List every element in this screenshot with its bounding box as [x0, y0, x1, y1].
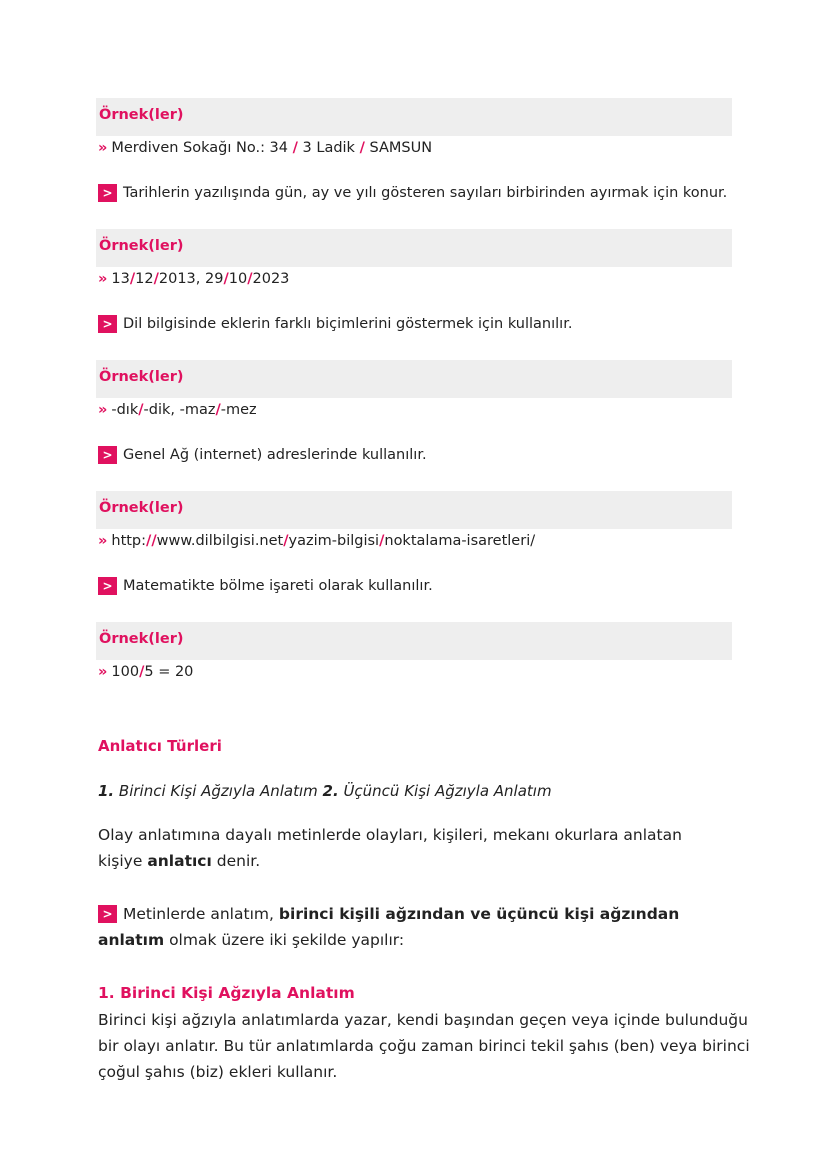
type-name: Birinci Kişi Ağzıyla Anlatım	[114, 782, 323, 800]
bullet-marker-icon: >	[98, 905, 117, 923]
bullet-marker-icon: >	[98, 184, 117, 202]
bullet-marker-icon: >	[98, 315, 117, 333]
slash-mark: /	[153, 271, 159, 287]
example-label: Örnek(ler)	[99, 369, 184, 385]
example-text: http:	[111, 533, 147, 549]
quote-marker: »	[98, 271, 108, 287]
example-band-2	[96, 229, 732, 267]
paragraph-line: çoğul şahıs (biz) ekleri kullanır.	[98, 1063, 338, 1081]
bullet-2	[98, 315, 572, 333]
slash-mark: /	[283, 533, 289, 549]
slash-mark: /	[359, 140, 365, 156]
narrator-types-line	[98, 782, 552, 800]
subsection-title: 1. Birinci Kişi Ağzıyla Anlatım	[98, 984, 355, 1002]
example-label: Örnek(ler)	[99, 500, 184, 516]
example-band-4	[96, 491, 732, 529]
text: olmak üzere iki şekilde yapılır:	[164, 931, 405, 949]
bullet-3	[98, 446, 427, 464]
example-text: yazim-bilgisi	[288, 533, 380, 549]
type-number: 2.	[322, 782, 339, 800]
example-line-3	[98, 402, 257, 418]
bold-term: anlatım	[98, 931, 165, 949]
example-label: Örnek(ler)	[99, 238, 184, 254]
example-text: 2023	[252, 271, 290, 287]
paragraph-line: Olay anlatımına dayalı metinlerde olayları, kişileri, mekanı okurlara anlatan	[98, 826, 682, 844]
example-text: -dık	[111, 402, 139, 418]
bullet-4	[98, 577, 433, 595]
bullet-5	[98, 901, 679, 953]
example-text: SAMSUN	[364, 140, 433, 156]
bold-term: birinci kişili ağzından ve üçüncü kişi ağzından	[278, 905, 680, 923]
example-text: 5 = 20	[144, 664, 194, 680]
example-band-5	[96, 622, 732, 660]
quote-marker: »	[98, 402, 108, 418]
example-text: 3 Ladik	[297, 140, 360, 156]
slash-mark: /	[215, 402, 221, 418]
example-text: 10	[228, 271, 248, 287]
slash-mark: /	[379, 533, 385, 549]
slash-mark: /	[223, 271, 229, 287]
text: kişiye	[98, 852, 148, 870]
bold-term: anlatıcı	[147, 852, 212, 870]
example-label: Örnek(ler)	[99, 631, 184, 647]
bullet-text: Dil bilgisinde eklerin farklı biçimlerini göstermek için kullanılır.	[123, 316, 573, 332]
example-text: 13	[111, 271, 130, 287]
example-text: 2013, 29	[158, 271, 224, 287]
subsection-paragraph	[98, 1007, 750, 1085]
bullet-marker-icon: >	[98, 577, 117, 595]
section-title: Anlatıcı Türleri	[98, 737, 222, 755]
quote-marker: »	[98, 664, 108, 680]
example-text: -mez	[220, 402, 257, 418]
slash-mark: /	[292, 140, 298, 156]
bullet-1	[98, 184, 727, 202]
paragraph-line: Birinci kişi ağzıyla anlatımlarda yazar, kendi başından geçen veya içinde bulunduğu	[98, 1011, 748, 1029]
bullet-text: Genel Ağ (internet) adreslerinde kullanılır.	[123, 447, 427, 463]
intro-paragraph	[98, 822, 682, 874]
example-label: Örnek(ler)	[99, 107, 184, 123]
slash-mark: /	[138, 402, 144, 418]
example-text: 100	[111, 664, 140, 680]
bullet-marker-icon: >	[98, 446, 117, 464]
paragraph-line	[98, 848, 682, 874]
example-band-1	[96, 98, 732, 136]
quote-marker: »	[98, 533, 108, 549]
example-band-3	[96, 360, 732, 398]
slash-mark: /	[247, 271, 253, 287]
example-text: 12	[135, 271, 154, 287]
example-text: noktalama-isaretleri/	[384, 533, 536, 549]
paragraph-line	[98, 927, 679, 953]
example-text: Merdiven Sokağı No.: 34	[111, 140, 293, 156]
example-text: -dik, -maz	[143, 402, 216, 418]
example-line-4	[98, 533, 535, 549]
text: denir.	[211, 852, 261, 870]
bullet-text: Tarihlerin yazılışında gün, ay ve yılı gösteren sayıları birbirinden ayırmak için konur.	[123, 185, 728, 201]
slash-mark: /	[139, 664, 145, 680]
paragraph-line: bir olayı anlatır. Bu tür anlatımlarda çoğu zaman birinci tekil şahıs (ben) veya birinci	[98, 1037, 750, 1055]
paragraph-line	[98, 901, 679, 927]
type-name: Üçüncü Kişi Ağzıyla Anlatım	[338, 782, 552, 800]
text: Metinlerde anlatım,	[123, 905, 274, 923]
example-line-2	[98, 271, 289, 287]
type-number: 1.	[98, 782, 115, 800]
quote-marker: »	[98, 140, 108, 156]
example-text: www.dilbilgisi.net	[156, 533, 284, 549]
slash-mark: /	[129, 271, 136, 287]
example-line-1	[98, 140, 432, 156]
bullet-text: Matematikte bölme işareti olarak kullanılır.	[123, 578, 433, 594]
example-line-5	[98, 664, 193, 680]
slash-mark: //	[146, 533, 157, 549]
